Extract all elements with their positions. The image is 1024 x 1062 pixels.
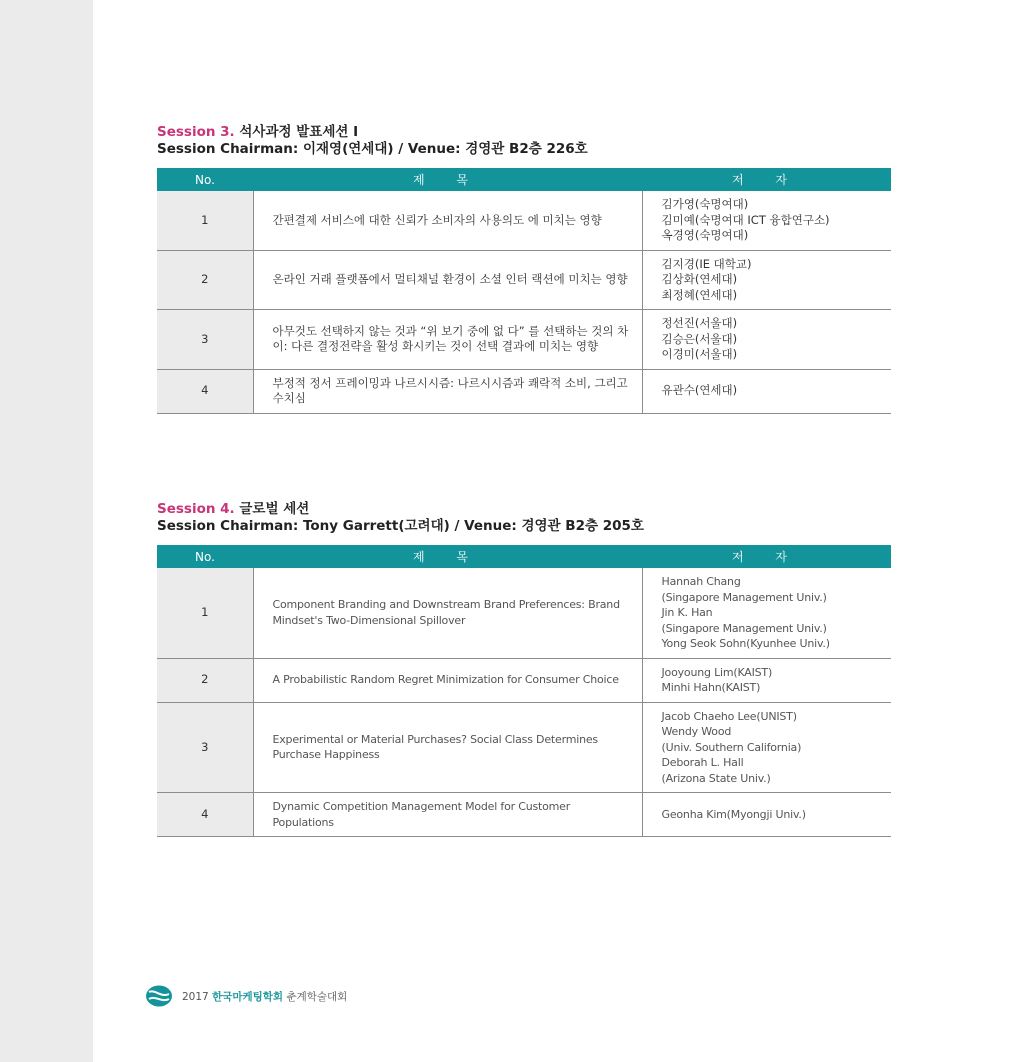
paper-authors: [642, 250, 891, 310]
table-header-row: [157, 545, 891, 568]
paper-title: A Probabilistic Random Regret Minimization for Consumer Choice: [253, 658, 642, 702]
session-4-info: Session Chairman: Tony Garrett(고려대) / Venue: 경영관 B2층 205호: [157, 518, 644, 534]
header-authors: 저 자: [642, 168, 891, 191]
session-4-rows: [157, 568, 891, 837]
session-3-heading: [157, 124, 891, 141]
table-row: [157, 658, 891, 702]
page-footer: [146, 985, 347, 1007]
session-3-title: 석사과정 발표세션 I: [239, 124, 359, 140]
author-line: 이경미(서울대): [661, 347, 738, 361]
society-logo-icon: [146, 985, 172, 1007]
row-number: 2: [157, 250, 253, 310]
author-line: 김승은(서울대): [661, 331, 738, 346]
session-4-block: [157, 501, 891, 837]
author-line: 옥경영(숙명여대): [661, 228, 749, 242]
paper-title: Component Branding and Downstream Brand Preferences: Brand Mindset's Two-Dimensional Spillover: [253, 568, 642, 658]
table-row: [157, 250, 891, 310]
session-4-heading: [157, 501, 891, 518]
author-line: 최정혜(연세대): [661, 287, 738, 302]
paper-authors: [642, 191, 891, 250]
author-line: Geonha Kim(Myongji Univ.): [661, 807, 806, 821]
paper-title: Dynamic Competition Management Model for Customer Populations: [253, 793, 642, 837]
author-line: Jin K. Han: [661, 606, 713, 619]
header-title: 제 목: [253, 168, 642, 191]
author-line: 유관수(연세대): [661, 383, 738, 398]
row-number: 1: [157, 191, 253, 250]
paper-authors: [642, 310, 891, 370]
paper-title: 아무것도 선택하지 않는 것과 “위 보기 중에 없 다” 를 선택하는 것의 차이: 다른 결정전략을 활성 화시키는 것이 선택 결과에 미치는 영향: [253, 310, 642, 370]
author-line: Jacob Chaeho Lee(UNIST): [661, 709, 797, 723]
author-line: Hannah Chang: [661, 575, 741, 588]
row-number: 3: [157, 702, 253, 793]
footer-year: 2017: [182, 990, 209, 1003]
row-number: 1: [157, 568, 253, 658]
footer-text: [182, 989, 347, 1004]
session-3-table: [157, 168, 891, 414]
author-line: 정선진(서울대): [661, 316, 738, 330]
session-3-block: [157, 124, 891, 414]
paper-authors: [642, 702, 891, 793]
author-line: 김미예(숙명여대 ICT 융합연구소): [661, 212, 830, 227]
row-number: 2: [157, 658, 253, 702]
left-page-margin: [0, 0, 93, 1062]
paper-authors: [642, 369, 891, 413]
table-header-row: [157, 168, 891, 191]
paper-title: 부정적 정서 프레이밍과 나르시시즘: 나르시시즘과 쾌락적 소비, 그리고 수치심: [253, 369, 642, 413]
session-3-rows: [157, 191, 891, 413]
footer-event: 춘계학술대회: [286, 990, 348, 1003]
paper-title: 간편결제 서비스에 대한 신뢰가 소비자의 사용의도 에 미치는 영향: [253, 191, 642, 250]
row-number: 4: [157, 793, 253, 837]
session-3-label: Session 3.: [157, 124, 235, 140]
header-no: No.: [157, 545, 253, 568]
session-4-label: Session 4.: [157, 501, 235, 517]
author-line: Wendy Wood: [661, 725, 732, 738]
table-row: [157, 702, 891, 793]
paper-authors: [642, 568, 891, 658]
header-title: 제 목: [253, 545, 642, 568]
author-line: Jooyoung Lim(KAIST): [661, 665, 773, 679]
author-line: 김가영(숙명여대): [661, 197, 749, 211]
author-line: Yong Seok Sohn(Kyunhee Univ.): [661, 637, 830, 650]
session-4-table: [157, 545, 891, 837]
author-line: (Singapore Management Univ.): [661, 590, 827, 604]
author-line: (Singapore Management Univ.): [661, 621, 827, 635]
table-row: [157, 310, 891, 370]
author-line: (Arizona State Univ.): [661, 771, 771, 785]
paper-title: Experimental or Material Purchases? Social Class Determines Purchase Happiness: [253, 702, 642, 793]
row-number: 4: [157, 369, 253, 413]
author-line: (Univ. Southern California): [661, 740, 802, 754]
session-3-info: Session Chairman: 이재영(연세대) / Venue: 경영관 B2층 226호: [157, 141, 588, 157]
row-number: 3: [157, 310, 253, 370]
paper-authors: [642, 658, 891, 702]
table-row: [157, 191, 891, 250]
header-authors: 저 자: [642, 545, 891, 568]
author-line: 김상화(연세대): [661, 272, 738, 286]
table-row: [157, 369, 891, 413]
author-line: Minhi Hahn(KAIST): [661, 681, 761, 694]
paper-authors: [642, 793, 891, 837]
table-row: [157, 568, 891, 658]
table-row: [157, 793, 891, 837]
paper-title: 온라인 거래 플랫폼에서 멀티채널 환경이 소셜 인터 랙션에 미치는 영향: [253, 250, 642, 310]
footer-brand: 한국마케팅학회: [212, 990, 284, 1003]
session-4-title: 글로벌 세션: [239, 501, 310, 517]
author-line: Deborah L. Hall: [661, 756, 744, 769]
header-no: No.: [157, 168, 253, 191]
author-line: 김지경(IE 대학교): [661, 256, 752, 271]
